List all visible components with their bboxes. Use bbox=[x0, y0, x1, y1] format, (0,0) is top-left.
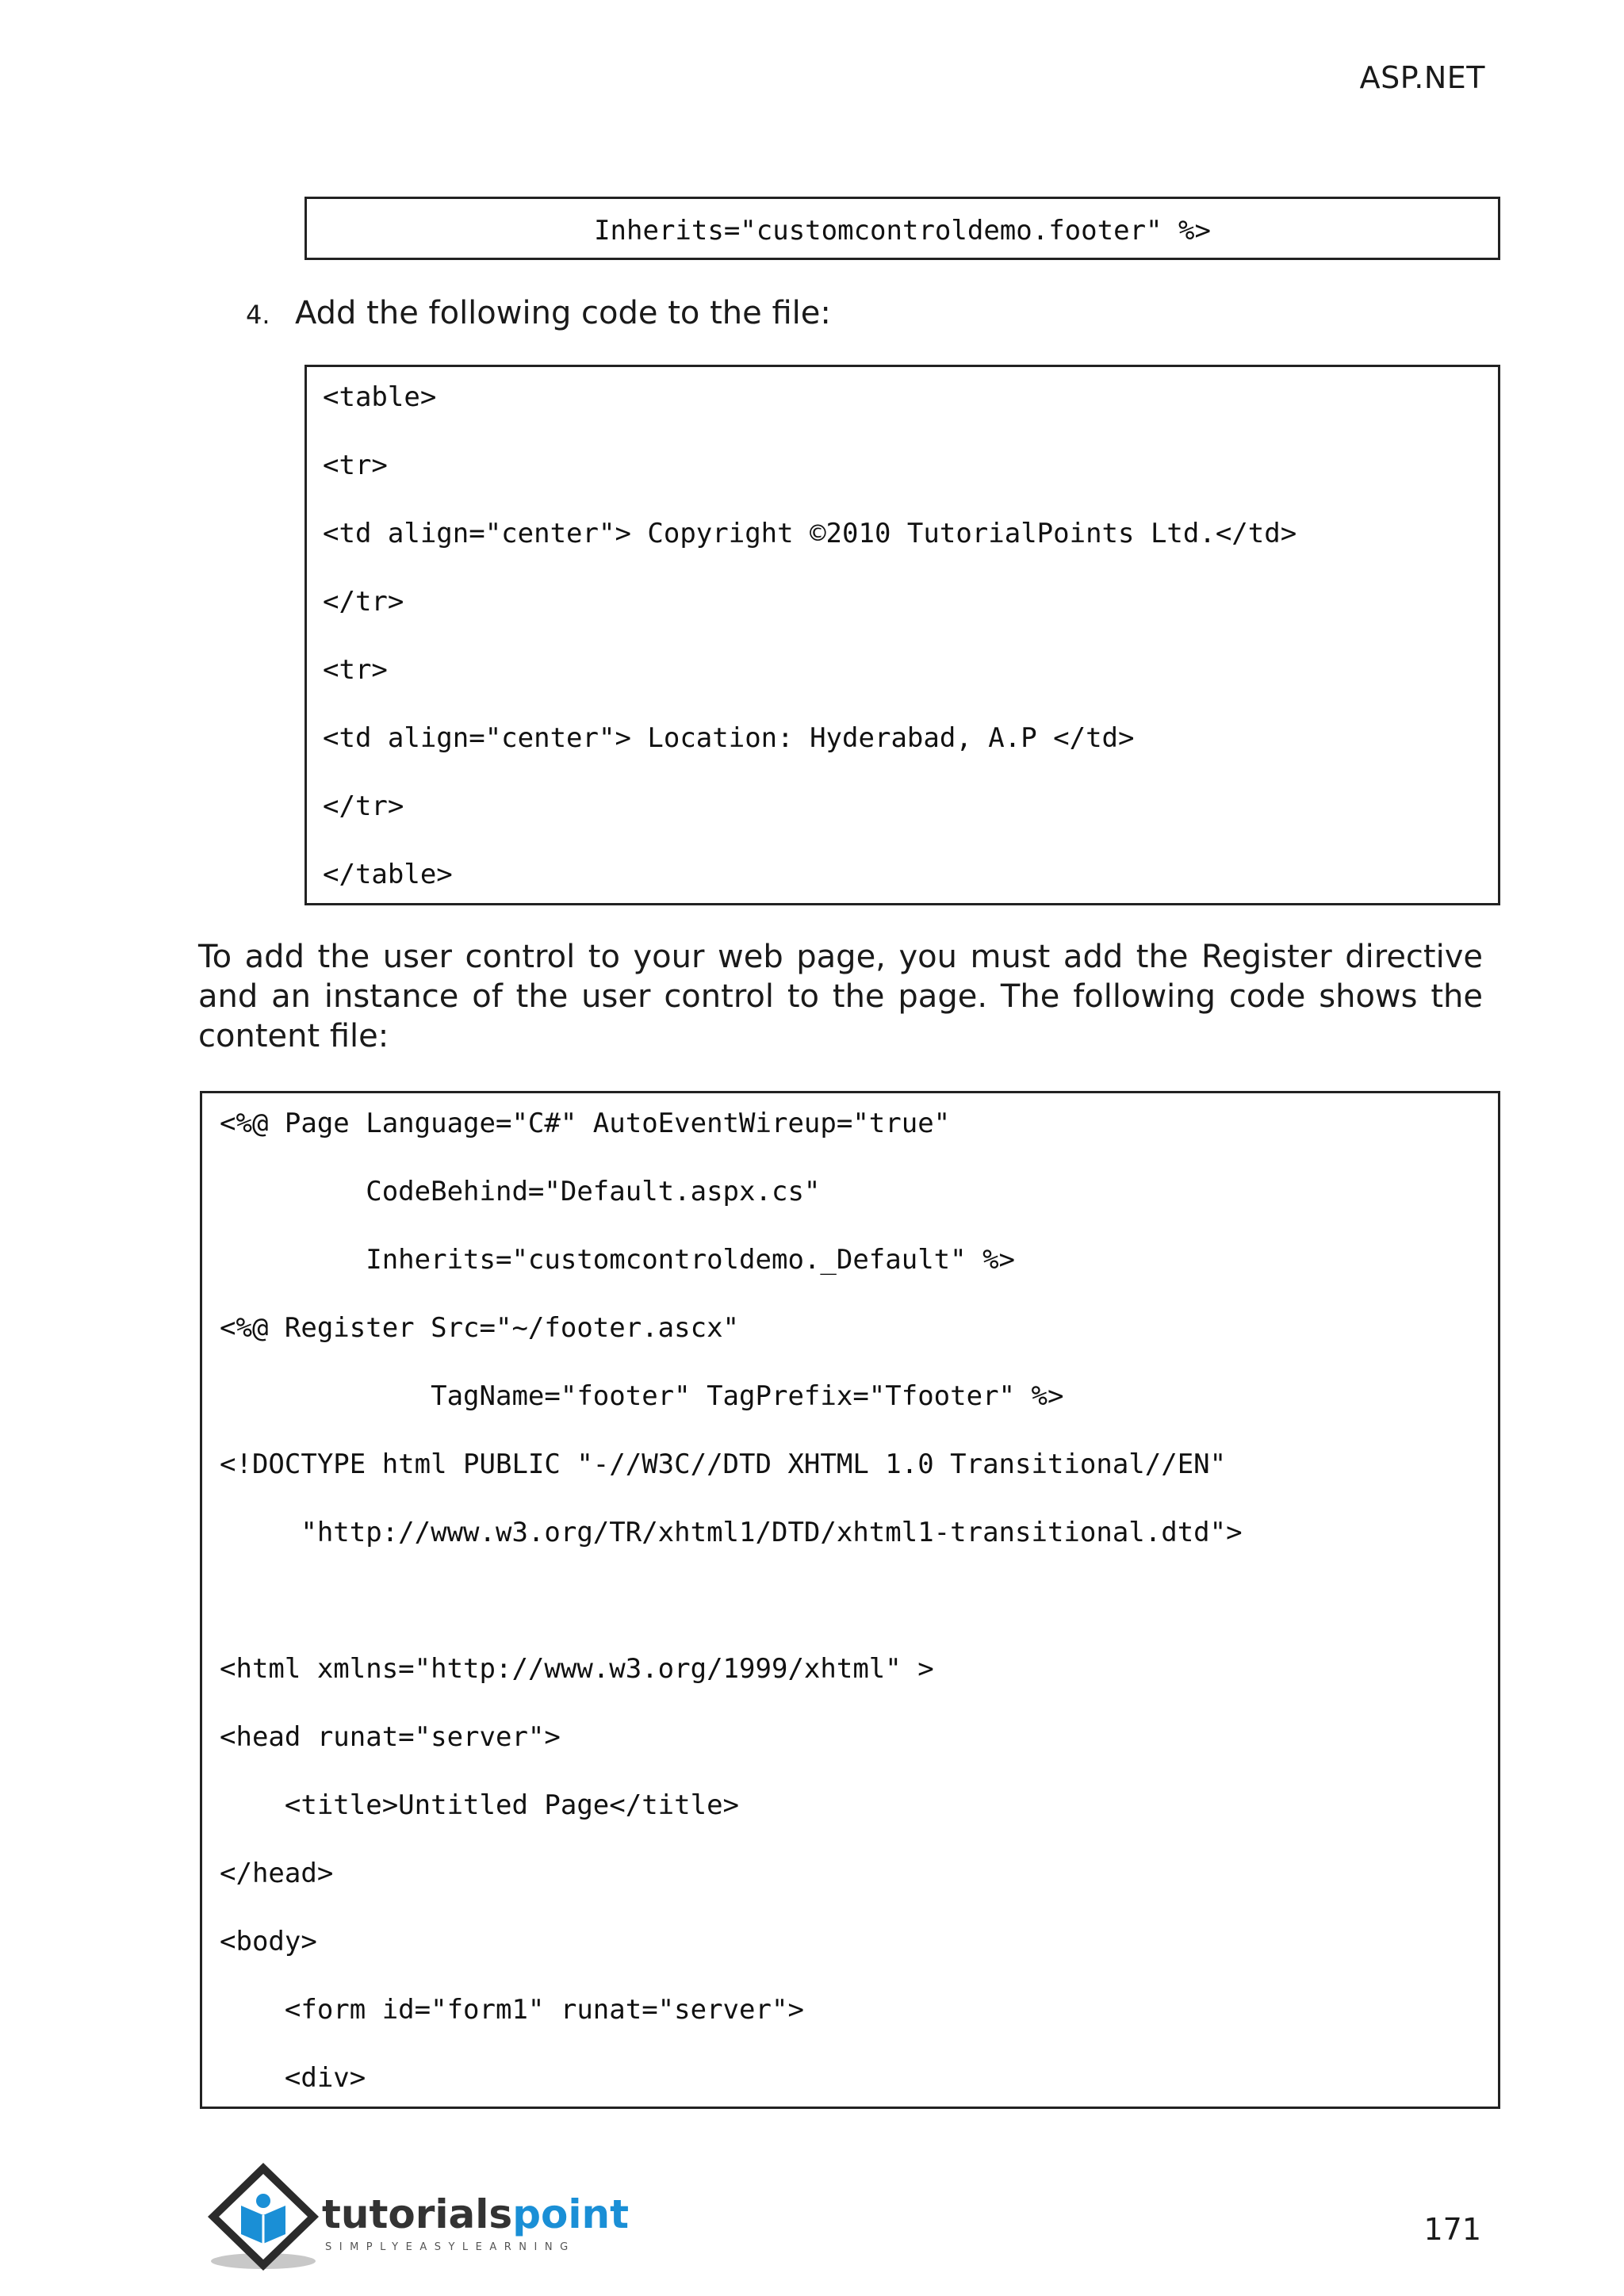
step-item bbox=[246, 295, 831, 331]
code-line: Inherits="customcontroldemo.footer" %> bbox=[594, 215, 1211, 247]
tutorialspoint-logo bbox=[201, 2156, 629, 2275]
code-line: <tr> bbox=[323, 450, 388, 481]
body-paragraph: To add the user control to your web page, you must add the Register directive and an instance of the user control to the page. The following code shows the content file: bbox=[198, 939, 1483, 1054]
code-line: <html xmlns="http://www.w3.org/1999/xhtml" > bbox=[220, 1653, 934, 1685]
code-line: <td align="center"> Location: Hyderabad, A.P </td> bbox=[323, 722, 1135, 754]
logo-brand-text: tutorialspoint bbox=[322, 2191, 629, 2237]
step-number: 4. bbox=[246, 300, 270, 330]
logo-reader-head bbox=[256, 2194, 270, 2208]
code-block-footer-markup bbox=[304, 365, 1500, 905]
code-line: Inherits="customcontroldemo._Default" %> bbox=[220, 1244, 1016, 1276]
code-line: <table> bbox=[323, 381, 437, 413]
code-line: <head runat="server"> bbox=[220, 1721, 561, 1753]
step-text: Add the following code to the file: bbox=[295, 295, 831, 331]
code-line: <form id="form1" runat="server"> bbox=[220, 1994, 804, 2026]
code-line: </tr> bbox=[323, 586, 404, 618]
code-line: </head> bbox=[220, 1858, 334, 1889]
code-line: <tr> bbox=[323, 654, 388, 686]
page-number: 171 bbox=[1423, 2212, 1481, 2247]
code-block-inherits bbox=[304, 197, 1500, 260]
code-line bbox=[220, 1585, 1498, 1653]
page-header-title: ASP.NET bbox=[1359, 60, 1485, 95]
logo-tagline: SIMPLYEASYLEARNING bbox=[325, 2241, 576, 2253]
code-line: <title>Untitled Page</title> bbox=[220, 1789, 740, 1821]
code-line: <!DOCTYPE html PUBLIC "-//W3C//DTD XHTML 1.0 Transitional//EN" bbox=[220, 1448, 1227, 1480]
code-line: <body> bbox=[220, 1926, 317, 1957]
code-line: </tr> bbox=[323, 790, 404, 822]
code-line: "http://www.w3.org/TR/xhtml1/DTD/xhtml1-transitional.dtd"> bbox=[220, 1517, 1243, 1548]
code-line: <td align="center"> Copyright ©2010 TutorialPoints Ltd.</td> bbox=[323, 518, 1297, 549]
code-line: <%@ Register Src="~/footer.ascx" bbox=[220, 1312, 740, 1344]
code-line: <div> bbox=[220, 2062, 366, 2094]
code-line: CodeBehind="Default.aspx.cs" bbox=[220, 1176, 821, 1207]
code-block-content-page bbox=[200, 1091, 1500, 2109]
code-line: TagName="footer" TagPrefix="Tfooter" %> bbox=[220, 1380, 1064, 1412]
code-line: </table> bbox=[323, 859, 453, 890]
code-line: <%@ Page Language="C#" AutoEventWireup="true" bbox=[220, 1108, 951, 1139]
